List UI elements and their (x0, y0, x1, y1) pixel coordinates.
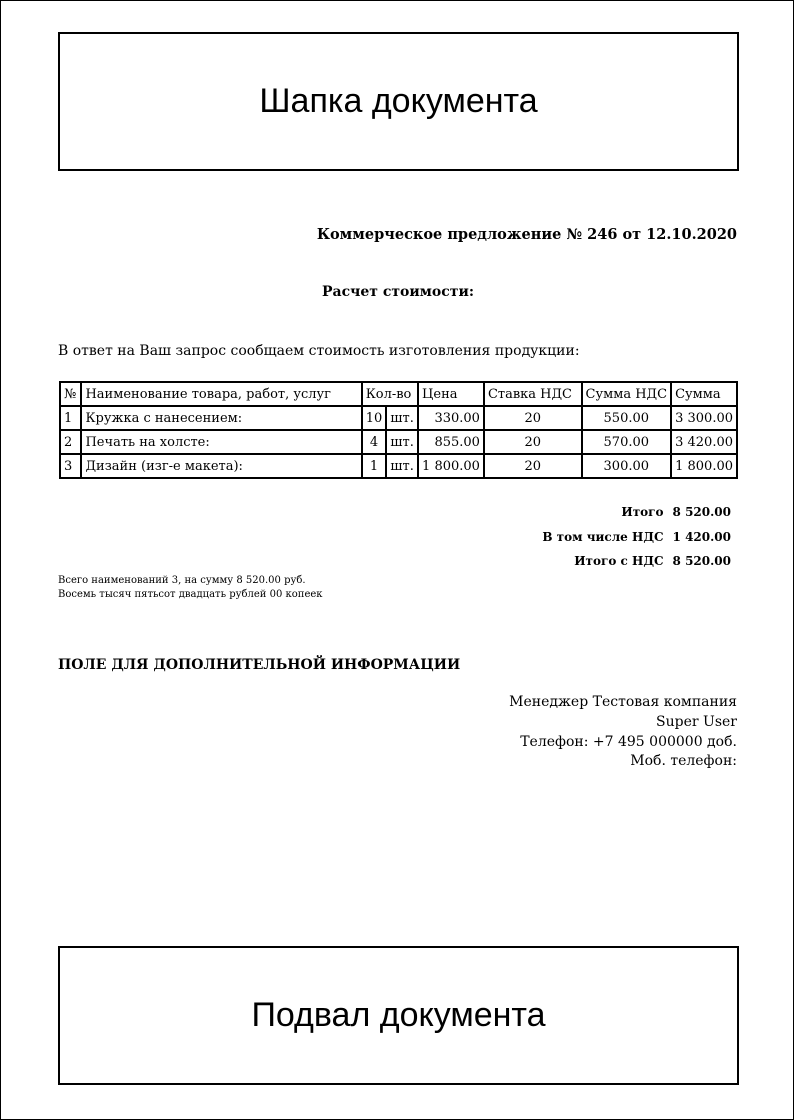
calculation-title: Расчет стоимости: (322, 284, 474, 300)
col-header-price: Цена (418, 382, 484, 406)
cell-quantity: 4 (362, 430, 387, 454)
intro-text: В ответ на Ваш запрос сообщаем стоимость изготовления продукции: (58, 343, 580, 359)
cell-unit: шт. (386, 430, 418, 454)
cell-unit: шт. (386, 454, 418, 478)
col-header-vat-sum: Сумма НДС (582, 382, 672, 406)
cell-price: 1 800.00 (418, 454, 484, 478)
cell-sum: 3 420.00 (671, 430, 737, 454)
document-header-label: Шапка документа (259, 82, 538, 120)
total-with-vat-value: 8 520.00 (672, 554, 731, 568)
vat-label: В том числе НДС (542, 529, 664, 544)
document-footer-label: Подвал документа (251, 996, 546, 1034)
vat-row (542, 528, 731, 553)
cell-name: Дизайн (изг-е макета): (81, 454, 361, 478)
cell-quantity: 1 (362, 454, 387, 478)
table-row (60, 454, 737, 478)
cell-quantity: 10 (362, 406, 387, 430)
manager-block (509, 693, 737, 772)
col-header-name: Наименование товара, работ, услуг (81, 382, 361, 406)
summary-count-line: Всего наименований 3, на сумму 8 520.00 руб. (58, 575, 306, 586)
total-value: 8 520.00 (672, 505, 731, 519)
col-header-vat-rate: Ставка НДС (484, 382, 582, 406)
cell-unit: шт. (386, 406, 418, 430)
items-table (59, 381, 738, 479)
cell-price: 855.00 (418, 430, 484, 454)
table-row (60, 406, 737, 430)
cell-vat-rate: 20 (484, 430, 582, 454)
manager-name: Super User (656, 713, 737, 730)
table-row (60, 430, 737, 454)
manager-position: Менеджер Тестовая компания (509, 694, 737, 710)
document-footer-box (58, 946, 739, 1085)
total-with-vat-row (542, 552, 731, 577)
totals-block (542, 503, 731, 577)
cell-vat-sum: 550.00 (582, 406, 672, 430)
cell-vat-sum: 570.00 (582, 430, 672, 454)
total-row (542, 503, 731, 528)
cell-number: 2 (60, 430, 81, 454)
offer-title: Коммерческое предложение № 246 от 12.10.2020 (316, 226, 737, 243)
cell-vat-rate: 20 (484, 454, 582, 478)
cell-number: 1 (60, 406, 81, 430)
total-with-vat-label: Итого с НДС (574, 554, 664, 568)
manager-mobile: Моб. телефон: (630, 753, 737, 770)
total-label: Итого (621, 505, 664, 519)
document-header-box (58, 32, 739, 171)
cell-vat-sum: 300.00 (582, 454, 672, 478)
summary-block (58, 574, 323, 602)
col-header-sum: Сумма (671, 382, 737, 406)
cell-name: Печать на холсте: (81, 430, 361, 454)
cell-sum: 3 300.00 (671, 406, 737, 430)
cell-number: 3 (60, 454, 81, 478)
summary-words-line: Восемь тысяч пятьсот двадцать рублей 00 копеек (58, 589, 323, 600)
cell-name: Кружка с нанесением: (81, 406, 361, 430)
col-header-quantity: Кол-во (362, 382, 418, 406)
vat-value: 1 420.00 (672, 529, 731, 544)
manager-phone: Телефон: +7 495 000000 доб. (520, 733, 737, 750)
col-header-number: № (60, 382, 81, 406)
additional-info-title: ПОЛЕ ДЛЯ ДОПОЛНИТЕЛЬНОЙ ИНФОРМАЦИИ (58, 657, 461, 673)
cell-price: 330.00 (418, 406, 484, 430)
cell-sum: 1 800.00 (671, 454, 737, 478)
cell-vat-rate: 20 (484, 406, 582, 430)
table-header-row (60, 382, 737, 406)
